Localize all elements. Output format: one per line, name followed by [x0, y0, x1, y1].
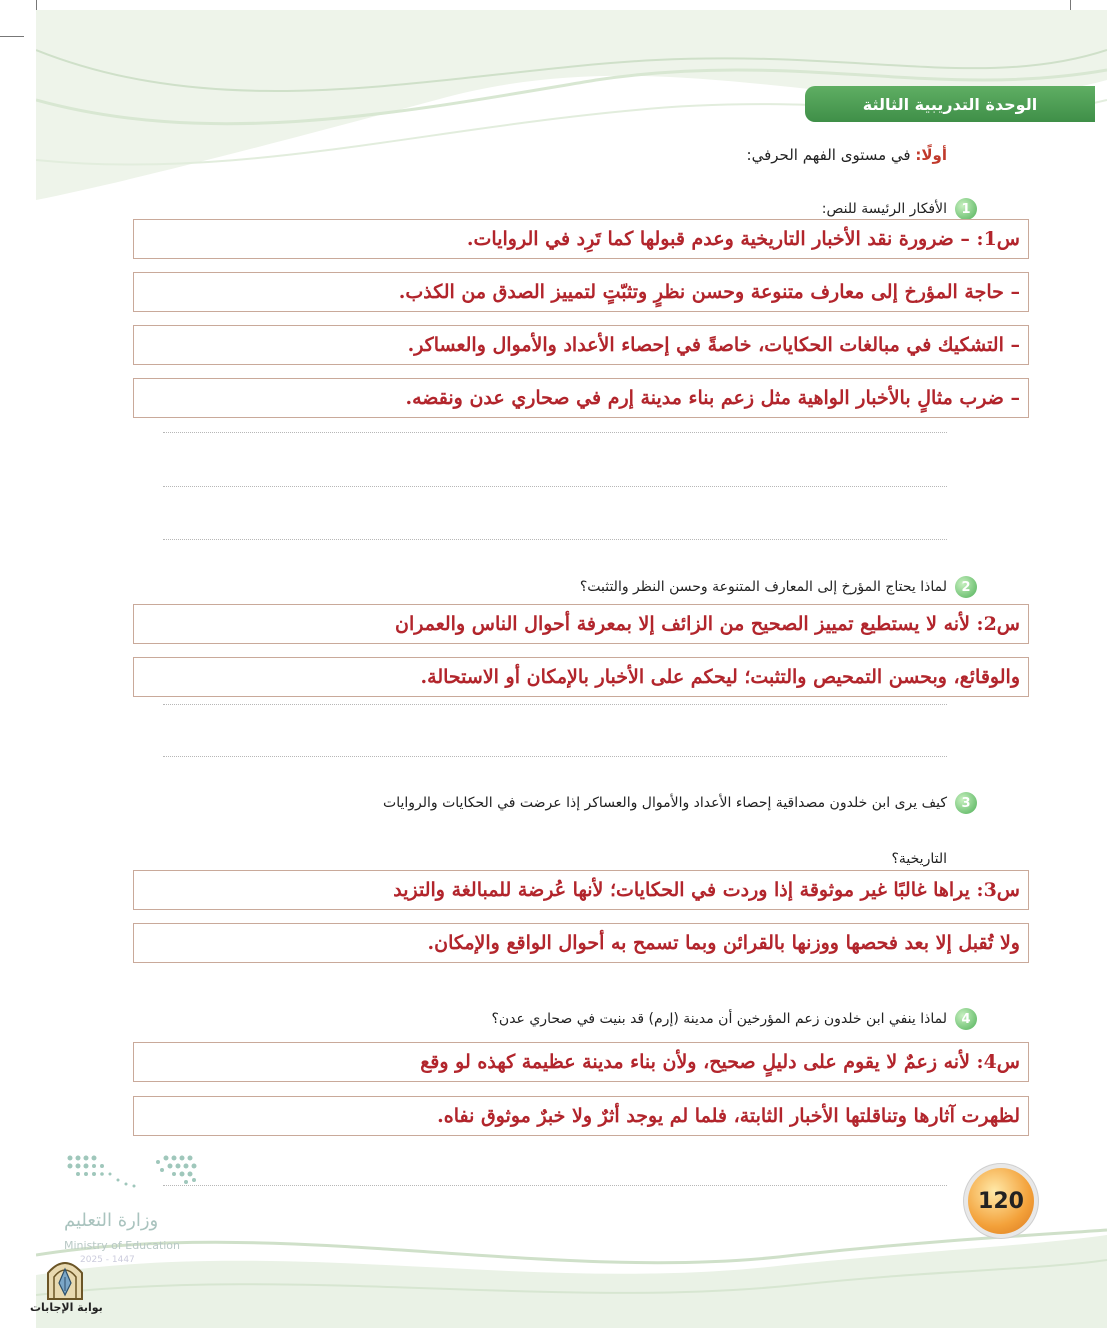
pen-nib-gate-icon: [44, 1255, 86, 1301]
question-text: كيف يرى ابن خلدون مصداقية إحصاء الأعداد والأموال والعساكر إذا عرضت في الحكايات والروايات: [383, 795, 947, 811]
question-text: الأفكار الرئيسة للنص:: [821, 201, 947, 217]
question-3: [383, 792, 977, 814]
answer-line: س1: – ضرورة نقد الأخبار التاريخية وعدم قبولها كما تَرِد في الروايات.: [133, 219, 1029, 259]
writing-line: [163, 756, 947, 757]
unit-banner: الوحدة التدريبية الثالثة: [805, 86, 1095, 122]
answer-line: – التشكيك في مبالغات الحكايات، خاصةً في إحصاء الأعداد والأموال والعساكر.: [133, 325, 1029, 365]
heading-label: أولًا:: [915, 146, 947, 164]
answer-line: س4: لأنه زعمٌ لا يقوم على دليلٍ صحيح، ولأن بناء مدينة عظيمة كهذه لو وقع: [133, 1042, 1029, 1082]
writing-line: [163, 432, 947, 433]
writing-line: [163, 1185, 947, 1186]
section-heading: [747, 146, 947, 164]
answer-line: والوقائع، وبحسن التمحيص والتثبت؛ ليحكم على الأخبار بالإمكان أو الاستحالة.: [133, 657, 1029, 697]
question-number-badge: 2: [955, 576, 977, 598]
question-1: [822, 198, 977, 220]
answer-line: ولا تُقبل إلا بعد فحصها ووزنها بالقرائن وبما تسمح به أحوال الواقع والإمكان.: [133, 923, 1029, 963]
question-number-badge: 3: [955, 792, 977, 814]
ministry-logo-icon: [62, 1150, 202, 1200]
question-text-continued: التاريخية؟: [891, 851, 947, 867]
heading-text: في مستوى الفهم الحرفي:: [746, 146, 911, 164]
watermark-text: بوابة الإجابات: [30, 1301, 103, 1314]
question-text: لماذا يحتاج المؤرخ إلى المعارف المتنوعة وحسن النظر والتثبت؟: [579, 579, 947, 595]
question-text: لماذا ينفي ابن خلدون زعم المؤرخين أن مدينة (إرم) قد بنيت في صحاري عدن؟: [491, 1011, 947, 1027]
answer-line: س3: يراها غالبًا غير موثوقة إذا وردت في الحكايات؛ لأنها عُرضة للمبالغة والتزيد: [133, 870, 1029, 910]
answer-line: – حاجة المؤرخ إلى معارف متنوعة وحسن نظرٍ وتثبّتٍ لتمييز الصدق من الكذب.: [133, 272, 1029, 312]
ministry-name-arabic: وزارة التعليم: [64, 1210, 159, 1231]
writing-line: [163, 704, 947, 705]
answer-line: لظهرت آثارها وتناقلتها الأخبار الثابتة، فلما لم يوجد أثرٌ ولا خبرٌ موثوق نفاه.: [133, 1096, 1029, 1136]
question-number-badge: 1: [955, 198, 977, 220]
page-number-badge: 120: [968, 1168, 1034, 1234]
question-4: [491, 1008, 977, 1030]
question-2: [580, 576, 977, 598]
ministry-name-english: Ministry of Education: [64, 1239, 181, 1252]
answer-line: – ضرب مثالٍ بالأخبار الواهية مثل زعم بناء مدينة إرم في صحاري عدن ونقضه.: [133, 378, 1029, 418]
answer-line: س2: لأنه لا يستطيع تمييز الصحيح من الزائف إلا بمعرفة أحوال الناس والعمران: [133, 604, 1029, 644]
decorative-waves-bottom: [36, 1215, 1107, 1328]
writing-line: [163, 539, 947, 540]
question-number-badge: 4: [955, 1008, 977, 1030]
ministry-years: 2025 - 1447: [80, 1255, 135, 1265]
question-3-continued: [891, 848, 947, 870]
crop-mark: [0, 36, 24, 37]
writing-line: [163, 486, 947, 487]
